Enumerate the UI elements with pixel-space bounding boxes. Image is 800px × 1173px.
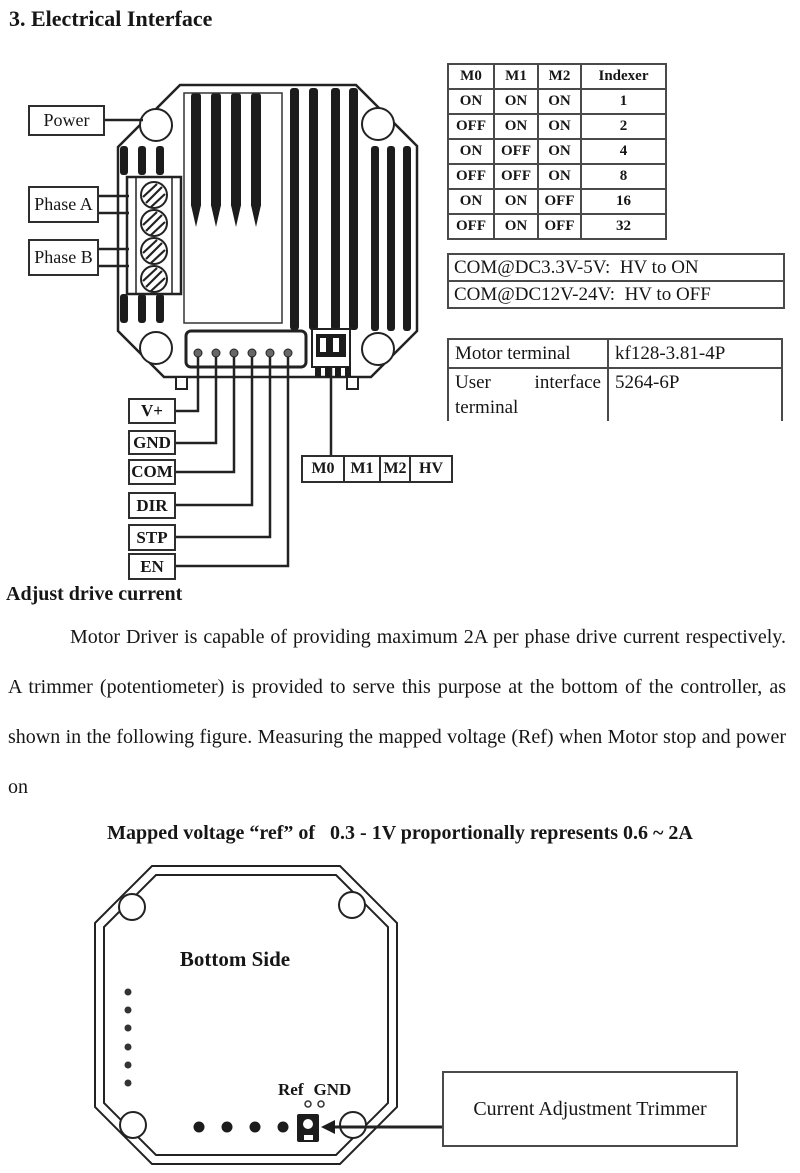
cell: OFF [494,164,538,189]
phase-b-label-box [28,239,99,276]
pin-label-dir [128,492,176,519]
table-row [448,254,784,281]
adjust-current-heading: Adjust drive current [6,583,183,605]
cell: 8 [581,164,666,189]
pin-label-text: DIR [136,495,168,515]
cell: OFF [494,139,538,164]
cell: 4 [581,139,666,164]
cell: OFF [538,214,581,239]
trimmer-callout-label: Current Adjustment Trimmer [473,1097,707,1120]
pin-label-text: V+ [141,401,163,420]
power-label-box [28,105,105,136]
table-row [448,89,666,114]
signal-label-m1 [343,455,381,483]
terminal-type-table [447,338,783,421]
header-cell: M2 [538,64,581,89]
pin-label-com [128,459,176,485]
mounting-hole [339,892,365,918]
com-voltage-table [447,253,785,309]
table-row [448,368,782,421]
signal-label-m0 [301,455,345,483]
phase-b-label: Phase B [34,247,93,267]
cell: OFF [448,214,494,239]
bottom-side-label: Bottom Side [179,947,291,971]
cell: Motor terminal [448,339,608,368]
cell: OFF [538,189,581,214]
header-cell: M1 [494,64,538,89]
cell: ON [538,164,581,189]
cell: COM@DC3.3V-5V: HV to ON [448,254,784,281]
cell: ON [538,139,581,164]
table-row [448,64,666,89]
pin-label-text: COM [131,462,173,481]
cell: ON [448,89,494,114]
header-cell: M0 [448,64,494,89]
cell: 5264-6P [615,372,680,393]
signal-label-text: HV [419,460,443,477]
page-title: 3. Electrical Interface [9,6,213,31]
table-row [448,214,666,239]
signal-label-hv [409,455,453,483]
cell: 2 [581,114,666,139]
mounting-hole [119,894,145,920]
mounting-hole [140,332,172,364]
pin-label-text: GND [133,432,171,452]
driver-top-diagram [0,60,460,585]
cell: 1 [581,89,666,114]
gnd-label: GND [313,1080,352,1099]
pin-label-text: STP [136,527,168,547]
table-row [448,189,666,214]
signal-label-text: M0 [311,460,335,477]
ref-gnd-labels [278,1080,351,1100]
cell: 32 [581,214,666,239]
cell: ON [494,89,538,114]
cell: User interface terminal [448,368,608,421]
cell: 16 [581,189,666,214]
phase-a-label-box [28,186,99,223]
cell: OFF [448,114,494,139]
signal-label-m2 [379,455,411,483]
pin-label-stp [128,524,176,551]
mounting-hole [362,108,394,140]
cell: ON [448,189,494,214]
cell: ON [494,114,538,139]
microstep-indexer-table [447,63,667,240]
table-row [448,281,784,308]
cell: ON [494,189,538,214]
cell: kf128-3.81-4P [608,339,782,368]
trimmer-callout-box [442,1071,738,1147]
signal-label-text: M2 [383,460,407,477]
cell: ON [448,139,494,164]
signal-label-text: M1 [350,460,374,477]
cell: ON [538,89,581,114]
cell: OFF [448,164,494,189]
pin-label-en [128,553,176,580]
ref-label: Ref [278,1080,304,1099]
table-row [448,164,666,189]
mounting-hole [362,333,394,365]
power-label: Power [43,110,90,130]
pin-label-vplus [128,398,176,424]
table-row [448,339,782,368]
body-paragraph: Motor Driver is capable of providing maximum 2A per phase drive current respectively. A trimmer (potentiometer) is provided to serve this purpose at the bottom of the controller, as shown in the following figure. Measuring the mapped voltage (Ref) when Motor stop and power on [8,626,786,798]
table-row [448,114,666,139]
mounting-hole [140,109,172,141]
mount-tab [176,377,187,389]
mount-tab [347,377,358,389]
pin-label-gnd [128,430,176,455]
cell: ON [494,214,538,239]
cell: COM@DC12V-24V: HV to OFF [448,281,784,308]
cell: ON [538,114,581,139]
phase-a-label: Phase A [34,194,93,214]
mounting-hole [340,1112,366,1138]
screw-terminal-block [127,177,181,294]
header-cell: Indexer [581,64,666,89]
pin-label-text: EN [140,556,164,576]
current-trimmer [297,1114,319,1142]
mounting-hole [120,1112,146,1138]
mapped-voltage-line: Mapped voltage “ref” of 0.3 - 1V proportionally represents 0.6 ~ 2A [107,822,693,844]
table-row [448,139,666,164]
signal-label-row [301,455,453,483]
